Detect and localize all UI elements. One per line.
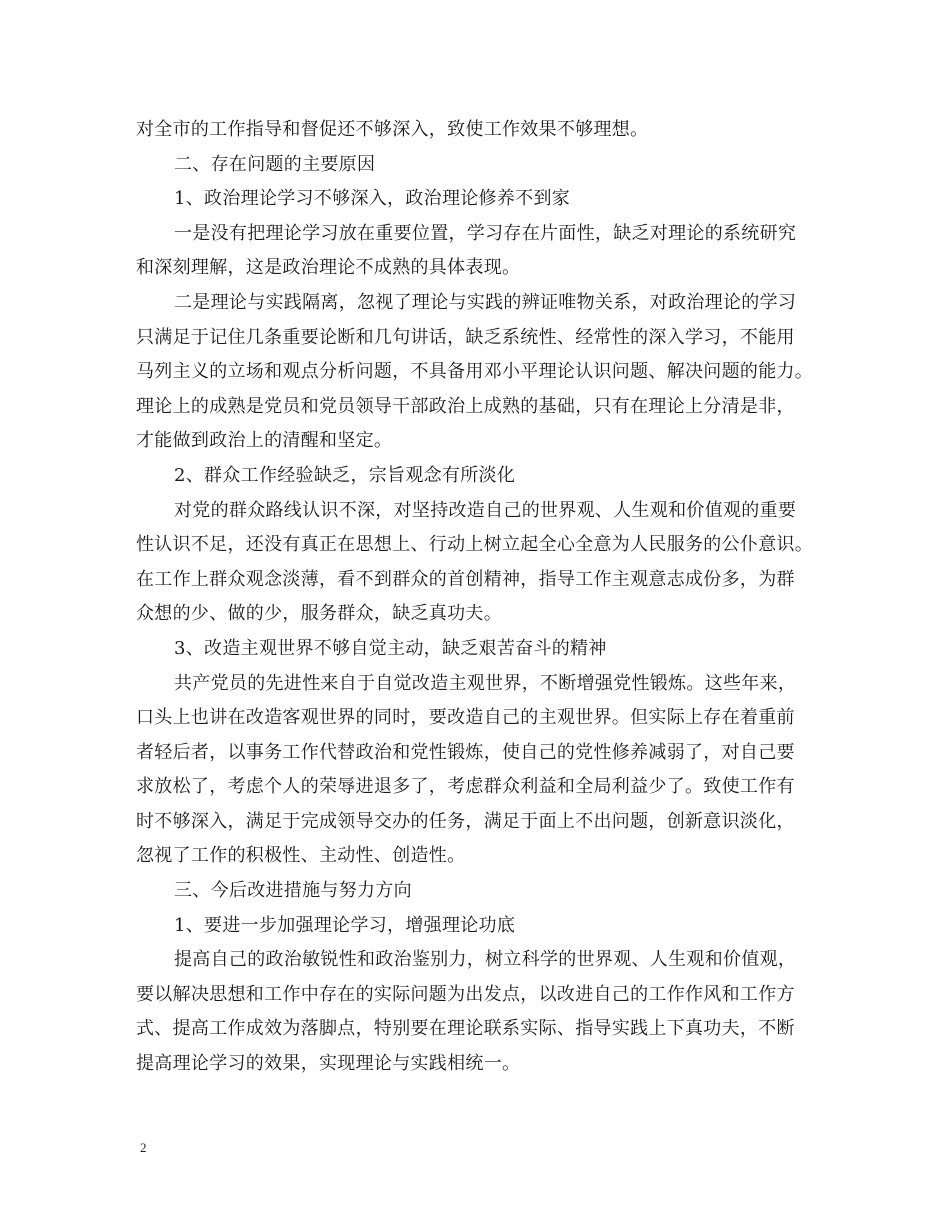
text-line: 提高自己的政治敏锐性和政治鉴别力，树立科学的世界观、人生观和价值观， (174, 949, 797, 971)
text-line: 要以解决思想和工作中存在的实际问题为出发点，以改进自己的工作作风和工作方 (136, 983, 795, 1005)
text-line: 和深刻理解，这是政治理论不成熟的具体表现。 (136, 257, 521, 279)
document-body (136, 113, 826, 1082)
text-line: 式、提高工作成效为落脚点，特别要在理论联系实际、指导实践上下真功夫，不断 (136, 1018, 795, 1040)
text-line: 求放松了，考虑个人的荣辱进退多了，考虑群众利益和全局利益少了。致使工作有 (136, 776, 795, 798)
text-line: 众想的少、做的少，服务群众，缺乏真功夫。 (136, 603, 502, 625)
text-line: 二是理论与实践隔离，忽视了理论与实践的辨证唯物关系，对政治理论的学习 (174, 291, 797, 313)
text-line: 对党的群众路线认识不深，对坚持改造自己的世界观、人生观和价值观的重要 (174, 499, 797, 521)
text-line: 者轻后者，以事务工作代替政治和党性锻炼，使自己的党性修养减弱了，对自己要 (136, 741, 795, 763)
text-line: 1、政治理论学习不够深入，政治理论修养不到家 (174, 188, 571, 210)
text-line: 一是没有把理论学习放在重要位置，学习存在片面性，缺乏对理论的系统研究 (174, 222, 797, 244)
page-number: 2 (140, 1140, 147, 1155)
text-line: 共产党员的先进性来自于自觉改造主观世界，不断增强党性锻炼。这些年来， (174, 672, 797, 694)
text-line: 时不够深入，满足于完成领导交办的任务，满足于面上不出问题，创新意识淡化， (136, 810, 795, 832)
text-line: 二、存在问题的主要原因 (174, 153, 376, 175)
text-line: 三、今后改进措施与努力方向 (174, 880, 412, 902)
text-line: 在工作上群众观念淡薄，看不到群众的首创精神，指导工作主观意志成份多，为群 (136, 568, 795, 590)
text-line: 提高理论学习的效果，实现理论与实践相统一。 (136, 1053, 521, 1075)
text-line: 马列主义的立场和观点分析问题，不具备用邓小平理论认识问题、解决问题的能力。 (136, 361, 814, 383)
text-line: 只满足于记住几条重要论断和几句讲话，缺乏系统性、经常性的深入学习，不能用 (136, 326, 795, 348)
text-line: 性认识不足，还没有真正在思想上、行动上树立起全心全意为人民服务的公仆意识。 (136, 534, 814, 556)
text-line: 口头上也讲在改造客观世界的同时，要改造自己的主观世界。但实际上存在着重前 (136, 707, 795, 729)
text-line: 理论上的成熟是党员和党员领导干部政治上成熟的基础，只有在理论上分清是非， (136, 395, 795, 417)
text-line: 忽视了工作的积极性、主动性、创造性。 (136, 845, 466, 867)
text-line: 对全市的工作指导和督促还不够深入，致使工作效果不够理想。 (136, 119, 649, 140)
text-line: 2、群众工作经验缺乏，宗旨观念有所淡化 (174, 464, 516, 486)
text-line: 3、改造主观世界不够自觉主动，缺乏艰苦奋斗的精神 (174, 637, 607, 659)
text-line: 1、要进一步加强理论学习，增强理论功底 (174, 914, 516, 936)
text-line: 才能做到政治上的清醒和坚定。 (136, 430, 393, 452)
